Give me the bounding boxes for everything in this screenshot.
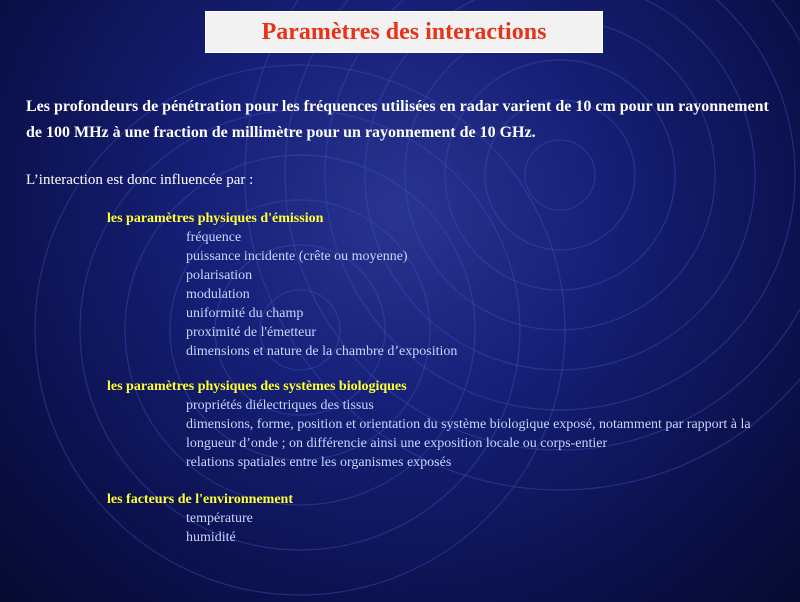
list-item: dimensions et nature de la chambre d’exposition <box>186 344 458 359</box>
list-item: propriétés diélectriques des tissus <box>186 398 374 413</box>
list-item: humidité <box>186 530 236 545</box>
page-title: Paramètres des interactions <box>261 18 547 45</box>
group-emission <box>107 209 767 361</box>
list-item: puissance incidente (crête ou moyenne) <box>186 249 408 264</box>
list-item: relations spatiales entre les organismes exposés <box>186 455 452 470</box>
item-list <box>107 509 767 547</box>
list-item: modulation <box>186 287 250 302</box>
list-item: polarisation <box>186 268 253 283</box>
list-item: fréquence <box>186 230 242 245</box>
list-item: uniformité du champ <box>186 306 304 321</box>
item-list <box>107 396 767 472</box>
list-item: dimensions, forme, position et orientation du système biologique exposé, notamment par rapport à la longueur d’onde ; on différencie ainsi une exposition locale ou corps-entier <box>186 417 751 451</box>
intro-paragraph: Les profondeurs de pénétration pour les fréquences utilisées en radar varient de 10 cm pour un rayonnement de 100 MHz à une fraction de millimètre pour un rayonnement de 10 GHz. <box>26 98 769 141</box>
group-biological <box>107 377 767 472</box>
group-title: les facteurs de l'environnement <box>107 492 293 507</box>
list-item: température <box>186 511 253 526</box>
list-item: proximité de l'émetteur <box>186 325 317 340</box>
group-title: les paramètres physiques d'émission <box>107 211 324 226</box>
item-list <box>107 228 767 361</box>
title-box <box>205 11 603 53</box>
group-title: les paramètres physiques des systèmes biologiques <box>107 379 407 394</box>
group-environment <box>107 490 767 547</box>
lead-text: L’interaction est donc influencée par : <box>26 172 254 188</box>
